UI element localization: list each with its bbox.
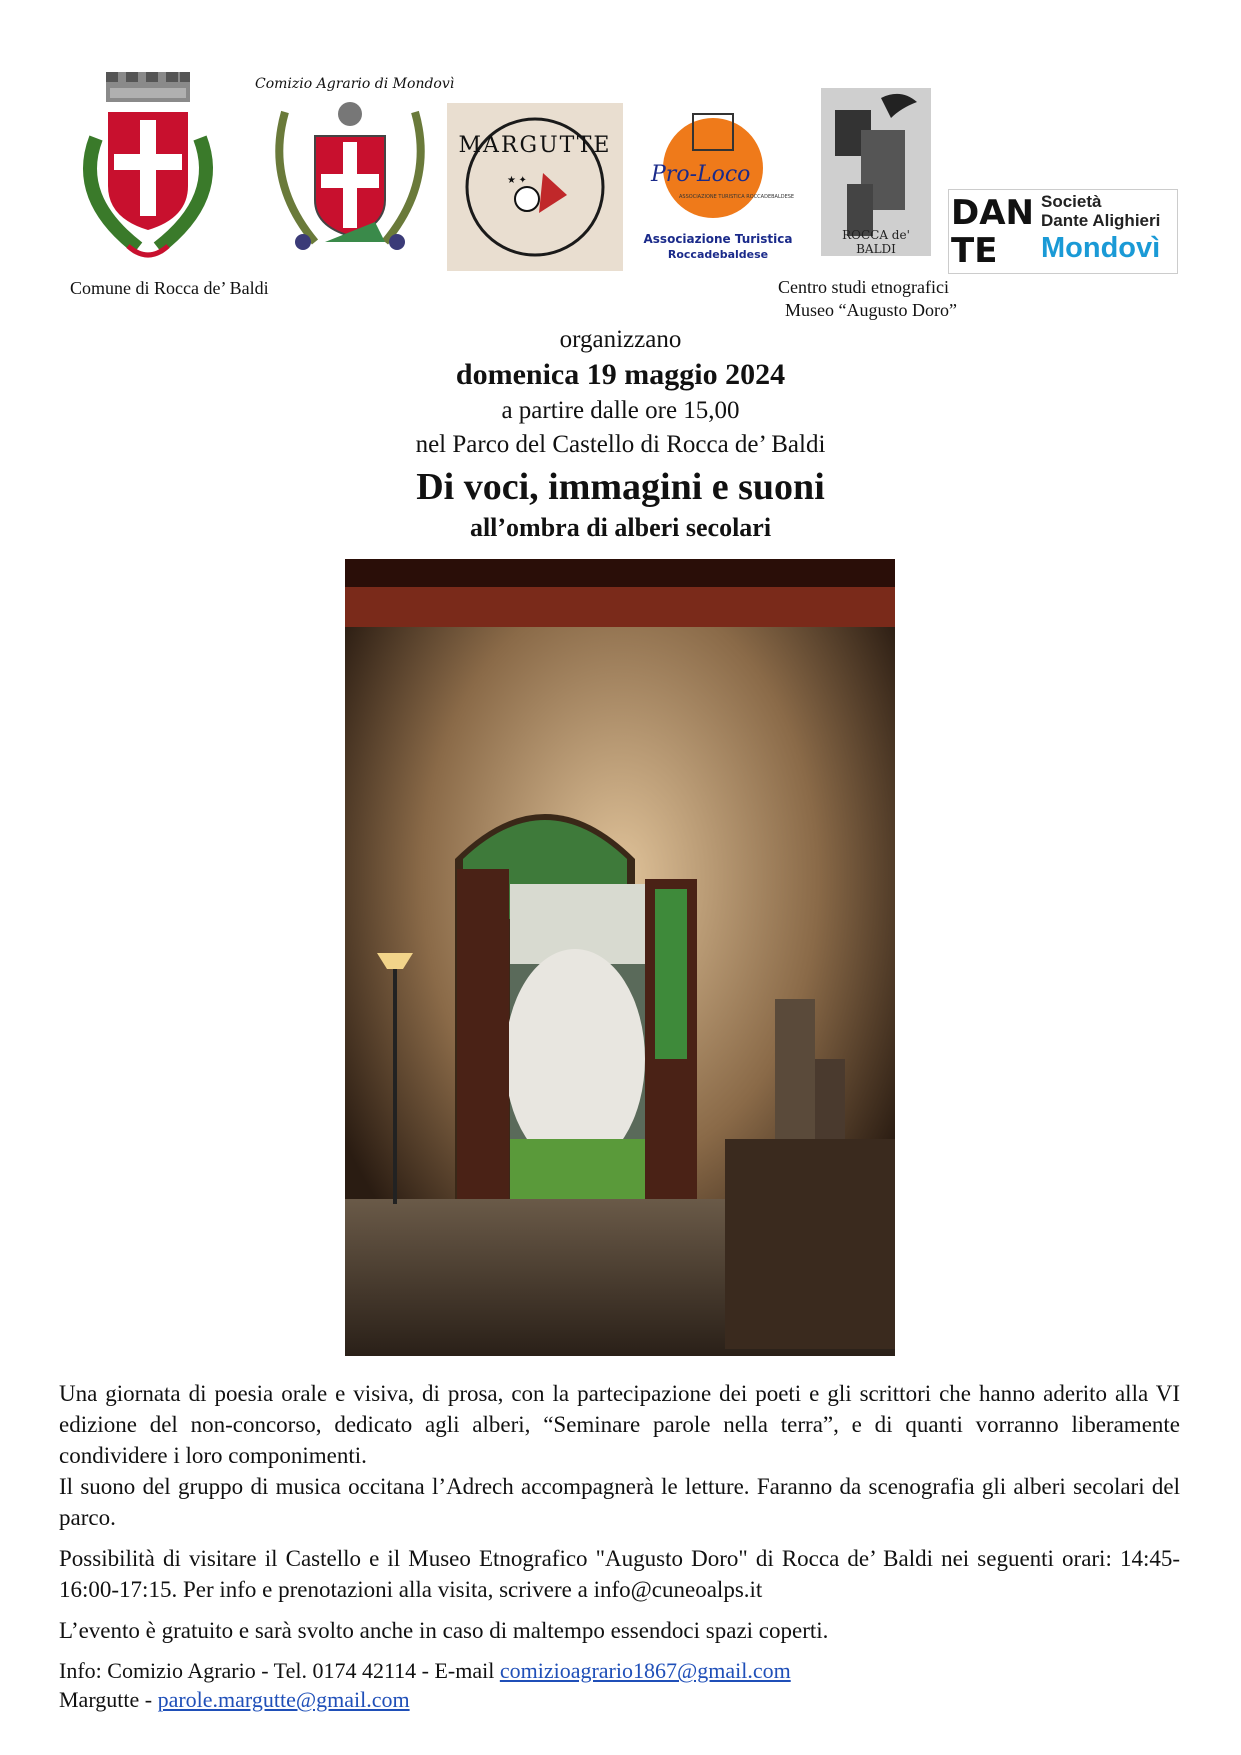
margutte-logo	[447, 103, 623, 271]
comizio-agrario-logo	[255, 76, 455, 266]
svg-text:★ ✦: ★ ✦	[507, 175, 527, 186]
description-paragraph-2: Il suono del gruppo di musica occitana l’Adrech accompagnerà le letture. Faranno da scenografia gli alberi secolari del parco.	[59, 1474, 1180, 1530]
description	[59, 1378, 1180, 1646]
dante-line1: Società	[1041, 192, 1102, 211]
description-paragraph-3: Possibilità di visitare il Castello e il Museo Etnografico "Augusto Doro" di Rocca de’ Baldi nei seguenti orari: 14:45-16:00-17:15. Per info e prenotazioni alla visita, scrivere a info@cuneoalps.it	[59, 1546, 1180, 1602]
dante-logo-text: DANTE	[951, 193, 1034, 271]
rocca-caption-line2: Museo “Augusto Doro”	[785, 300, 957, 320]
event-title: Di voci, immagini e suoni	[416, 466, 825, 508]
castle-hall-photo	[345, 559, 895, 1356]
event-date: domenica 19 maggio 2024	[455, 358, 786, 391]
event-time: a partire dalle ore 15,00	[501, 397, 740, 424]
description-paragraph-4: L’evento è gratuito e sarà svolto anche in caso di maltempo essendoci spazi coperti.	[59, 1618, 829, 1643]
description-paragraph-1: Una giornata di poesia orale e visiva, di prosa, con la partecipazione dei poeti e gli scrittori che hanno aderito alla VI edizione del non-concorso, dedicato agli alberi, “Seminare parole nella terra”, e di quanti vorranno liberamente condividere i loro componimenti.	[59, 1381, 1180, 1468]
contacts	[59, 1656, 1180, 1714]
contact-margutte-label: Margutte -	[59, 1687, 158, 1712]
proloco-line1: Associazione Turistica	[643, 232, 793, 246]
comune-coat-of-arms-logo	[68, 68, 228, 268]
dante-alighieri-logo	[948, 189, 1178, 274]
comizio-email-link[interactable]: comizioagrario1867@gmail.com	[499, 1658, 791, 1683]
proloco-small-text: ASSOCIAZIONE TURISTICA ROCCADEBALDESE	[679, 194, 795, 200]
rocca-de-baldi-logo	[821, 88, 931, 256]
rocca-caption-line1: Centro studi etnografici	[778, 277, 949, 297]
contact-comizio-label: Info: Comizio Agrario - Tel. 0174 42114 - E-mail	[59, 1658, 500, 1683]
dante-line3: Mondovì	[1041, 232, 1161, 264]
dante-line2: Dante Alighieri	[1041, 211, 1161, 230]
event-subtitle: all’ombra di alberi secolari	[469, 513, 772, 542]
margutte-text: MARGUTTE	[458, 133, 612, 158]
rocca-logo-text: ROCCA de' BALDI	[842, 228, 910, 256]
organizers-verb: organizzano	[559, 326, 682, 353]
proloco-logo	[633, 108, 803, 268]
proloco-logo-text: Pro-Loco	[651, 162, 751, 187]
proloco-line2: Roccadebaldese	[667, 248, 769, 261]
contact-line-comizio	[59, 1656, 1180, 1685]
comune-caption: Comune di Rocca de’ Baldi	[70, 278, 269, 298]
margutte-email-link[interactable]: parole.margutte@gmail.com	[157, 1687, 410, 1712]
comizio-script-text: Comizio Agrario di Mondovì	[255, 76, 455, 92]
contact-line-margutte	[59, 1685, 1180, 1714]
event-place: nel Parco del Castello di Rocca de’ Baldi	[415, 431, 826, 458]
